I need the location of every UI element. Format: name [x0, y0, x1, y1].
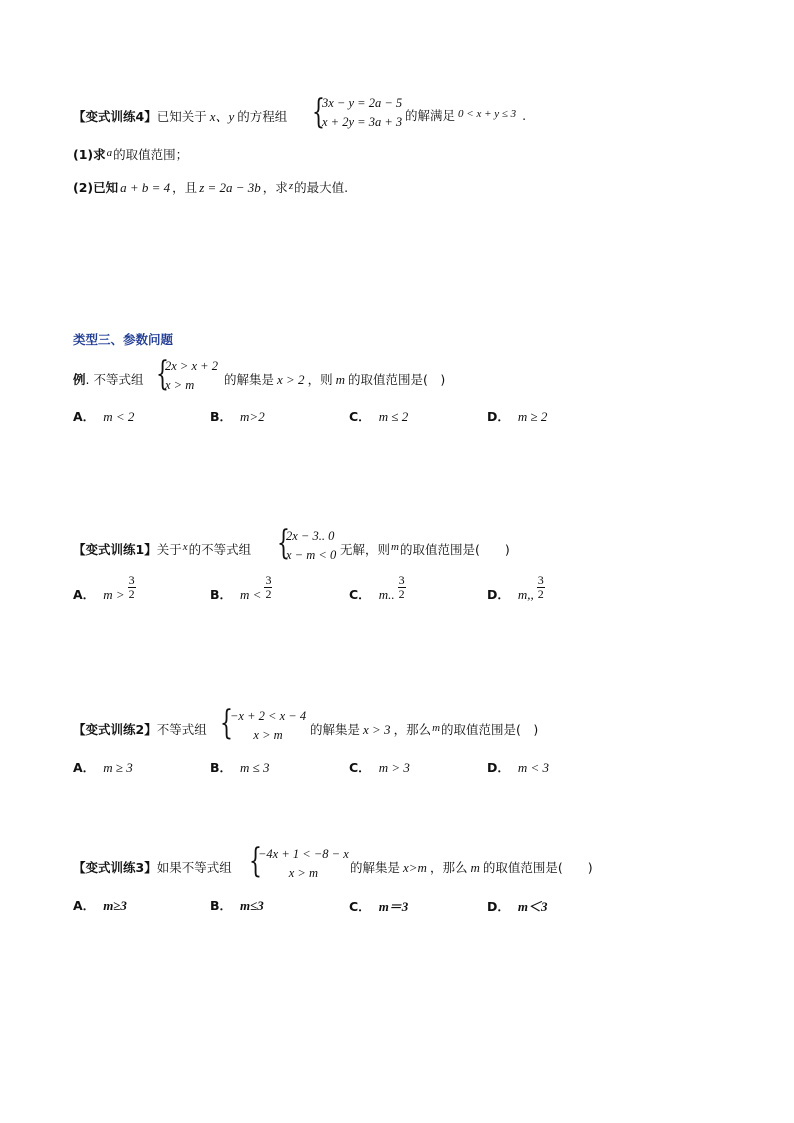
inequality-2: x > m: [288, 866, 319, 880]
variant-2-line: 【变式训练2】不等式组: [73, 722, 207, 737]
problem-4-tail: 的解满足 0 < x + y ≤ 3 .: [405, 108, 527, 123]
option-a[interactable]: A． m≥3: [73, 898, 127, 913]
option-c[interactable]: C． m.. $\frac{3}{2}$: [349, 573, 405, 602]
option-c[interactable]: C． m＝3: [349, 899, 409, 914]
option-d[interactable]: D． m,, $\frac{3}{2}$: [487, 573, 544, 602]
inequality-1: −4x + 1 < −8 − x: [258, 847, 349, 861]
problem-4-line: 【变式训练4】已知关于 x、y 的方程组: [73, 109, 288, 124]
option-d[interactable]: D． m < 3: [487, 760, 550, 775]
variant-1-tail: 无解，则m的取值范围是( ): [340, 541, 510, 557]
option-b[interactable]: B． m < $\frac{3}{2}$: [210, 573, 272, 602]
inequality-system: [258, 845, 349, 883]
option-b[interactable]: B． m>2: [210, 409, 265, 424]
variant-2-tail: 的解集是 x > 3 ，那么m的取值范围是( ): [310, 722, 539, 737]
system-brace: {: [312, 92, 325, 132]
inequality-1: 2x > x + 2: [165, 359, 218, 373]
equation-2: x + 2y = 3a + 3: [322, 115, 403, 129]
equation-1: 3x − y = 2a − 5: [322, 96, 403, 110]
inequality-2: x − m < 0: [286, 548, 337, 562]
option-a[interactable]: A． m ≥ 3: [73, 760, 133, 775]
option-a[interactable]: A． m > $\frac{3}{2}$: [73, 573, 135, 602]
variant-1-line: 【变式训练1】关于x的不等式组: [73, 541, 252, 557]
option-d[interactable]: D． m ≥ 2: [487, 409, 548, 424]
option-b[interactable]: B． m ≤ 3: [210, 760, 270, 775]
option-a[interactable]: A． m < 2: [73, 409, 135, 424]
inequality-system: [165, 357, 218, 395]
system-brace: {: [277, 523, 290, 563]
option-b[interactable]: B． m≤3: [210, 898, 264, 913]
example-tail: 的解集是 x > 2 ，则 m 的取值范围是( ): [224, 372, 446, 387]
equation-system: [322, 94, 402, 132]
question-2: (2)已知 a + b = 4 ，且 z = 2a − 3b ，求z的最大值.: [73, 180, 349, 195]
option-c[interactable]: C． m ≤ 2: [349, 409, 409, 424]
problem-tag: 【变式训练3】: [73, 860, 157, 875]
example-line: 例. 不等式组: [73, 372, 144, 387]
inequality-system: [230, 707, 306, 745]
problem-tag: 【变式训练2】: [73, 722, 157, 737]
inequality-2: x > m: [253, 728, 283, 742]
system-brace: {: [249, 841, 262, 881]
problem-tag: 【变式训练4】: [73, 109, 157, 124]
option-d[interactable]: D． m＜3: [487, 899, 548, 914]
variant-3-line: 【变式训练3】如果不等式组: [73, 860, 232, 875]
inequality-1: 2x − 3.. 0: [286, 529, 335, 543]
option-c[interactable]: C． m > 3: [349, 760, 410, 775]
variant-3-tail: 的解集是 x>m ，那么 m 的取值范围是( ): [350, 860, 593, 875]
section-heading: 类型三、参数问题: [73, 332, 174, 347]
example-tag: 例: [73, 372, 86, 387]
question-1: (1)求a的取值范围；: [73, 147, 189, 162]
inequality-2: x > m: [165, 378, 195, 392]
problem-tag: 【变式训练1】: [73, 542, 157, 557]
system-brace: {: [220, 703, 233, 743]
inequality-system: [286, 527, 336, 565]
inequality-1: −x + 2 < x − 4: [230, 709, 307, 723]
system-brace: {: [156, 354, 169, 394]
